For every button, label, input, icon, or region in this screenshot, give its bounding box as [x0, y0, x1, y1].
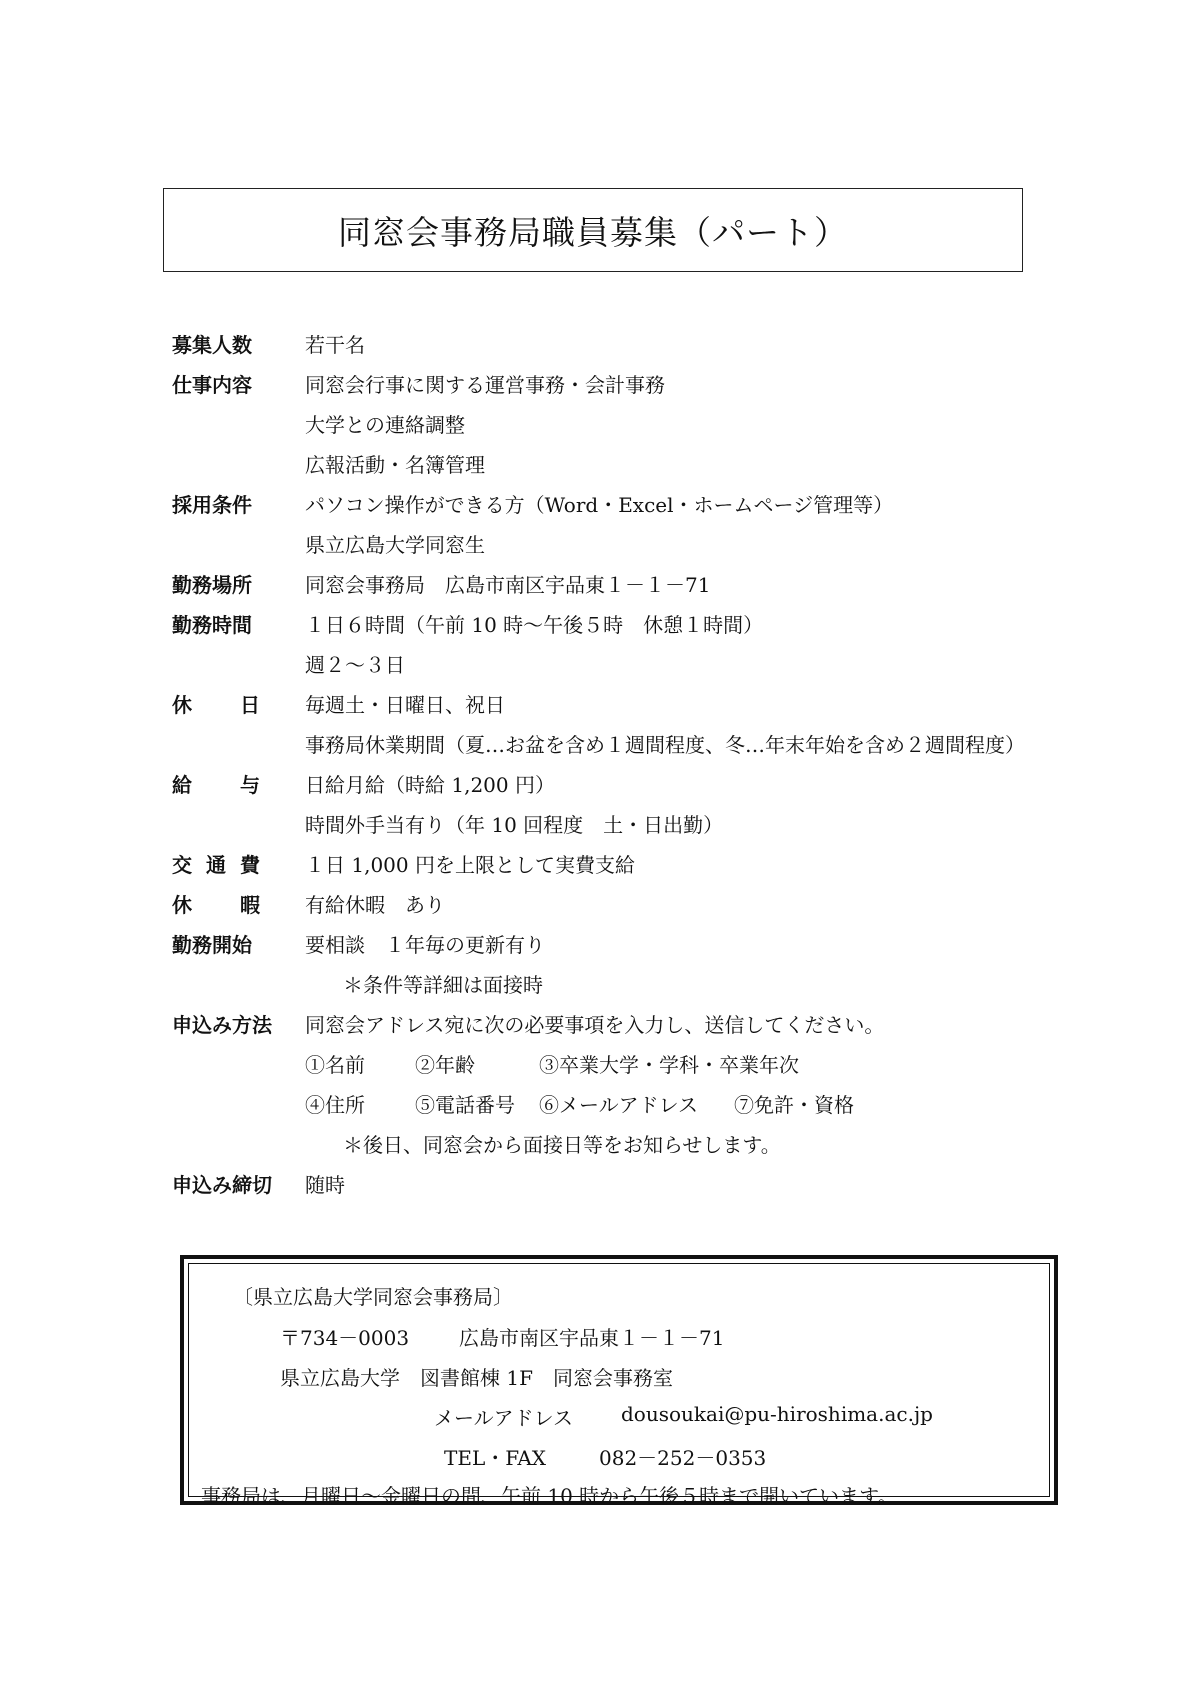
title-box [163, 188, 1023, 272]
detail-row [172, 803, 1052, 843]
tel-number: 082－252－0353 [599, 1446, 767, 1470]
row-label: 申込み方法 [172, 1012, 272, 1037]
row-value: １日６時間（午前 10 時～午後５時 休憩１時間） [305, 612, 764, 637]
required-item: ③卒業大学・学科・卒業年次 [539, 1052, 799, 1077]
required-item: ⑦免許・資格 [734, 1092, 854, 1117]
contact-box [180, 1255, 1058, 1508]
row-label: 勤務時間 [172, 612, 252, 637]
row-value: パソコン操作ができる方（Word・Excel・ホームページ管理等） [305, 492, 894, 517]
required-item: ⑤電話番号 [415, 1092, 515, 1117]
row-value: 大学との連絡調整 [305, 412, 465, 437]
detail-row [172, 763, 1052, 803]
required-item: ②年齢 [415, 1052, 475, 1077]
contact-org: 〔県立広島大学同窓会事務局〕 [233, 1285, 513, 1309]
required-items-line [305, 1049, 799, 1078]
row-note: ＊条件等詳細は面接時 [343, 972, 543, 997]
row-value: 若干名 [305, 332, 365, 357]
row-label: 募集人数 [172, 332, 252, 357]
row-label [172, 769, 260, 798]
job-details [172, 323, 1052, 1203]
row-value: 週２～３日 [305, 652, 405, 677]
required-items-line [305, 1089, 854, 1118]
detail-row [172, 323, 1052, 363]
row-value: 要相談 １年毎の更新有り [305, 932, 545, 957]
detail-row [172, 1123, 1052, 1163]
row-value: 事務局休業期間（夏…お盆を含め１週間程度、冬…年末年始を含め２週間程度） [305, 732, 1025, 757]
required-item: ④住所 [305, 1092, 365, 1117]
detail-row [172, 523, 1052, 563]
row-value: 県立広島大学同窓生 [305, 532, 485, 557]
detail-row [172, 883, 1052, 923]
label-char: 通 [206, 852, 226, 877]
page-title: 同窓会事務局職員募集（パート） [338, 212, 848, 252]
row-value: 広報活動・名簿管理 [305, 452, 485, 477]
row-value: 同窓会行事に関する運営事務・会計事務 [305, 372, 665, 397]
office-hours: 事務局は、月曜日～金曜日の間、午前 10 時から午後５時まで開いています。 [201, 1484, 898, 1508]
row-value: １日 1,000 円を上限として実費支給 [305, 852, 635, 877]
label-char: 暇 [240, 892, 260, 917]
row-label [172, 849, 260, 878]
detail-row [172, 963, 1052, 1003]
detail-row [172, 1043, 1052, 1083]
contact-building: 県立広島大学 図書館棟 1F 同窓会事務室 [280, 1366, 673, 1390]
detail-row [172, 563, 1052, 603]
detail-row [172, 483, 1052, 523]
label-char: 日 [240, 692, 260, 717]
detail-row [172, 923, 1052, 963]
contact-postal: 〒734－0003 [280, 1326, 410, 1350]
row-value: 日給月給（時給 1,200 円） [305, 772, 555, 797]
detail-row [172, 1003, 1052, 1043]
detail-row [172, 363, 1052, 403]
label-char: 与 [240, 772, 260, 797]
row-value: 同窓会アドレス宛に次の必要事項を入力し、送信してください。 [305, 1012, 885, 1037]
row-value: 随時 [305, 1172, 345, 1197]
label-char: 休 [172, 892, 192, 917]
tel-label: TEL・FAX [444, 1446, 547, 1470]
contact-address: 広島市南区宇品東１－１－71 [459, 1326, 725, 1350]
contact-box-inner [188, 1263, 1050, 1508]
row-label [172, 889, 260, 918]
label-char: 交 [172, 852, 192, 877]
detail-row [172, 643, 1052, 683]
row-label: 採用条件 [172, 492, 252, 517]
detail-row [172, 843, 1052, 883]
row-label: 勤務開始 [172, 932, 252, 957]
row-label: 仕事内容 [172, 372, 252, 397]
detail-row [172, 1163, 1052, 1203]
row-value: 時間外手当有り（年 10 回程度 土・日出勤） [305, 812, 724, 837]
row-value: 毎週土・日曜日、祝日 [305, 692, 505, 717]
label-char: 休 [172, 692, 192, 717]
row-note: ＊後日、同窓会から面接日等をお知らせします。 [343, 1132, 781, 1157]
label-char: 給 [172, 772, 192, 797]
row-label [172, 689, 260, 718]
detail-row [172, 723, 1052, 763]
required-item: ①名前 [305, 1052, 365, 1077]
detail-row [172, 403, 1052, 443]
email-link[interactable]: dousoukai@pu‐hiroshima.ac.jp [621, 1402, 933, 1426]
email-label: メールアドレス [434, 1406, 573, 1430]
label-char: 費 [240, 852, 260, 877]
row-value: 有給休暇 あり [305, 892, 445, 917]
row-label: 申込み締切 [172, 1172, 272, 1197]
required-item: ⑥メールアドレス [539, 1092, 698, 1117]
row-value: 同窓会事務局 広島市南区宇品東１－１－71 [305, 572, 711, 597]
row-label: 勤務場所 [172, 572, 252, 597]
detail-row [172, 683, 1052, 723]
detail-row [172, 603, 1052, 643]
detail-row [172, 443, 1052, 483]
detail-row [172, 1083, 1052, 1123]
